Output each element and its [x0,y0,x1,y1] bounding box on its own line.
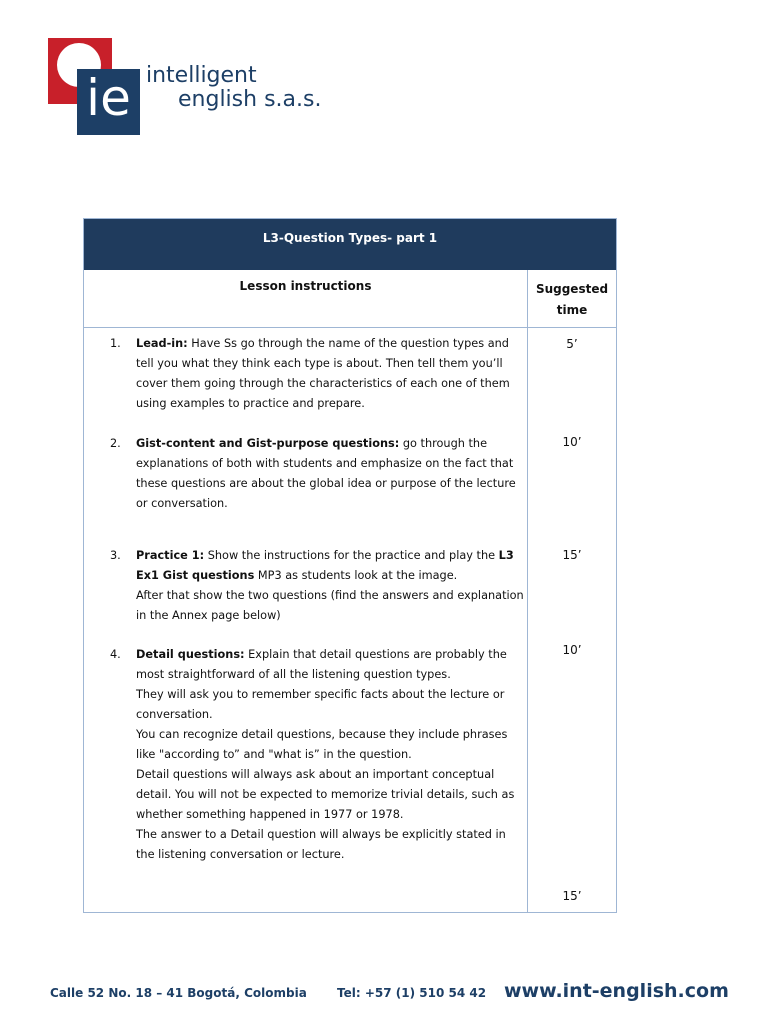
item-time-1: 5’ [566,337,578,351]
item-text: They will ask you to remember specific facts about the lecture or conversation. [136,688,505,721]
item-text: Explain that detail questions are probably the most straightforward of all the listening question types. [136,648,507,681]
item-text: MP3 as students look at the image. [254,569,458,582]
item-bold-label: Practice 1: [136,549,205,562]
item-number: 2. [110,437,121,450]
item-body [136,546,526,626]
item-text: Have Ss go through the name of the question types and tell you what they think each type is about. Then tell them you’ll cover them going through the characteristics of each one of them using examples to practice and prepare. [136,337,510,410]
item-body [136,434,526,514]
item-text: Show the instructions for the practice and play the [204,549,499,562]
item-body [136,334,526,414]
item-time-extra: 15’ [562,889,582,903]
item-text: Detail questions will always ask about an important conceptual detail. You will not be expected to memorize trivial details, such as whether something happened in 1977 or 1978. [136,768,515,821]
column-header-instructions: Lesson instructions [239,279,372,293]
item-bold-file: L3 Ex1 Gist questions [136,549,514,582]
item-bold-label: Lead-in: [136,337,188,350]
item-text: After that show the two questions (find the answers and explanation in the Annex page below) [136,589,524,622]
footer-phone: Tel: +57 (1) 510 54 42 [337,986,487,1000]
company-logo [46,38,346,138]
logo-wordmark [146,64,321,112]
logo-letters: ie [86,69,131,127]
footer-website-link[interactable]: www.int-english.com [504,980,729,1002]
column-header-time-line-1: Suggested [535,282,609,296]
item-bold-label: Gist-content and Gist-purpose questions: [136,437,400,450]
column-header-time-line-2: time [556,303,588,317]
header-row-divider [84,327,616,328]
item-number: 4. [110,648,121,661]
lesson-table [83,218,617,913]
item-text: You can recognize detail questions, because they include phrases like "according to” and "what is” in the question. [136,728,508,761]
item-bold-label: Detail questions: [136,648,245,661]
item-text: go through the explanations of both with students and emphasize on the fact that these questions are about the global idea or purpose of the lecture or conversation. [136,437,516,510]
item-number: 3. [110,549,121,562]
item-body [136,645,526,865]
item-text: The answer to a Detail question will always be explicitly stated in the listening conversation or lecture. [136,828,506,861]
column-divider [527,270,528,912]
item-time-3: 15’ [562,548,582,562]
item-time-4: 10’ [562,643,582,657]
logo-line-1: intelligent [146,63,257,88]
item-time-2: 10’ [562,435,582,449]
column-header-time [528,279,616,321]
logo-line-2: english s.a.s. [178,87,322,112]
footer-address: Calle 52 No. 18 – 41 Bogotá, Colombia [50,986,307,1000]
table-title: L3-Question Types- part 1 [84,219,616,270]
item-number: 1. [110,337,121,350]
